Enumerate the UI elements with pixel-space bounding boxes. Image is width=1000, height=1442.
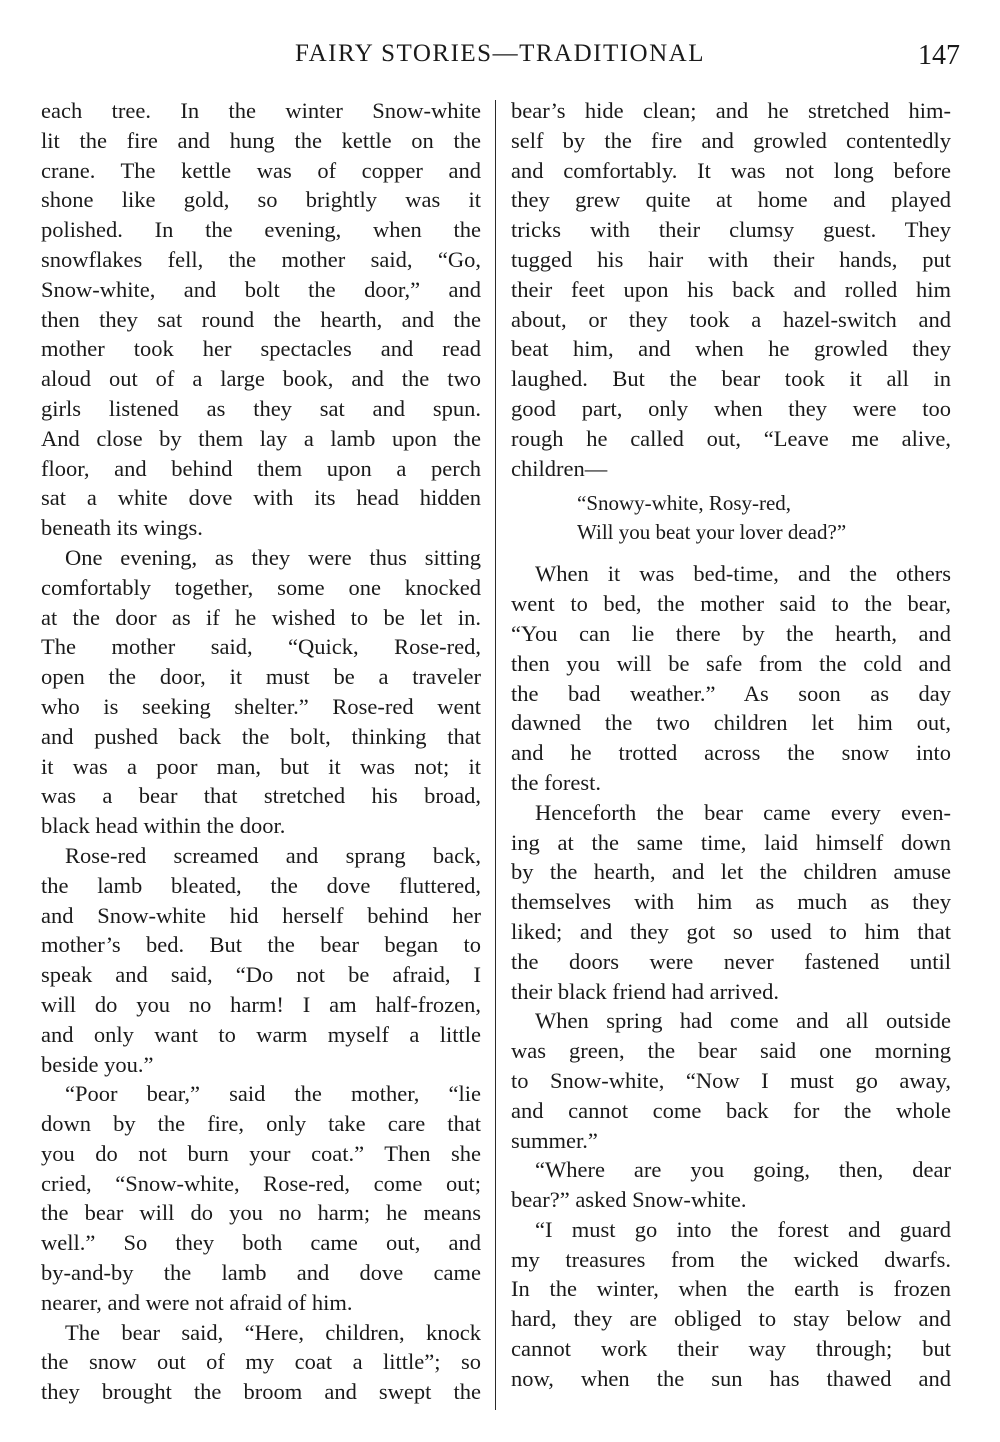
text-line: floor, and behind them upon a perch bbox=[41, 455, 481, 481]
text-line: crane. The kettle was of copper and bbox=[41, 157, 481, 183]
text-line: now, when the sun has thawed and bbox=[511, 1365, 951, 1391]
text-line: they grew quite at home and played bbox=[511, 187, 951, 213]
text-line: snowflakes fell, the mother said, “Go, bbox=[41, 246, 481, 272]
text-line: each tree. In the winter Snow-white bbox=[41, 98, 481, 123]
text-line: comfortably together, some one knocked bbox=[41, 574, 481, 600]
paragraph bbox=[41, 543, 481, 841]
running-title: FAIRY STORIES—TRADITIONAL bbox=[295, 40, 705, 67]
paragraph bbox=[511, 1215, 951, 1394]
text-line: “You can lie there by the hearth, and bbox=[511, 620, 951, 646]
text-line: and cannot come back for the whole bbox=[511, 1097, 951, 1123]
text-line: bear’s hide clean; and he stretched him- bbox=[511, 98, 951, 123]
text-line: rough he called out, “Leave me alive, bbox=[511, 425, 951, 451]
paragraph bbox=[511, 96, 951, 483]
text-line: then they sat round the hearth, and the bbox=[41, 306, 481, 332]
text-line: the forest. bbox=[511, 769, 601, 795]
text-line: ing at the same time, laid himself down bbox=[511, 829, 951, 855]
text-line: And close by them lay a lamb upon the bbox=[41, 425, 481, 451]
text-line: summer.” bbox=[511, 1127, 598, 1153]
paragraph bbox=[511, 559, 951, 797]
text-line: and only want to warm myself a little bbox=[41, 1021, 481, 1047]
paragraph bbox=[41, 841, 481, 1079]
text-line: will do you no harm! I am half-frozen, bbox=[41, 991, 481, 1017]
text-line: The bear said, “Here, children, knock bbox=[65, 1319, 481, 1345]
text-line: mother took her spectacles and read bbox=[41, 336, 481, 362]
paragraph bbox=[511, 798, 951, 1007]
text-line: laughed. But the bear took it all in bbox=[511, 366, 951, 392]
text-line: dawned the two children let him out, bbox=[511, 710, 951, 736]
text-line: polished. In the evening, when the bbox=[41, 217, 481, 243]
text-line: self by the fire and growled contentedly bbox=[511, 127, 951, 153]
text-line: beside you.” bbox=[41, 1051, 154, 1077]
text-line: cannot work their way through; but bbox=[511, 1336, 951, 1362]
running-head bbox=[40, 40, 960, 80]
text-line: you do not burn your coat.” Then she bbox=[41, 1140, 481, 1166]
text-line: who is seeking shelter.” Rose-red went bbox=[41, 693, 481, 719]
text-line: good part, only when they were too bbox=[511, 395, 951, 421]
text-line: and pushed back the bolt, thinking that bbox=[41, 723, 481, 749]
text-line: hard, they are obliged to stay below and bbox=[511, 1306, 951, 1332]
paragraph bbox=[41, 1079, 481, 1317]
text-line: was a bear that stretched his broad, bbox=[41, 783, 481, 809]
text-line: speak and said, “Do not be afraid, I bbox=[41, 962, 481, 988]
text-line: When it was bed-time, and the others bbox=[535, 561, 951, 587]
text-line: “Where are you going, then, dear bbox=[535, 1157, 951, 1183]
text-line: open the door, it must be a traveler bbox=[41, 664, 481, 690]
text-line: the bad weather.” As soon as day bbox=[511, 680, 951, 706]
text-line: mother’s bed. But the bear began to bbox=[41, 932, 481, 958]
text-line: sat a white dove with its head hidden bbox=[41, 485, 481, 511]
verse-line: Will you beat your lover dead?” bbox=[577, 520, 847, 545]
text-line: Snow-white, and bolt the door,” and bbox=[41, 276, 481, 302]
text-line: they brought the broom and swept the bbox=[41, 1379, 481, 1405]
paragraph bbox=[511, 1155, 951, 1215]
text-line: by the hearth, and let the children amuse bbox=[511, 859, 951, 885]
text-line: was green, the bear said one morning bbox=[511, 1038, 951, 1064]
text-line: the doors were never fastened until bbox=[511, 948, 951, 974]
text-line: In the winter, when the earth is frozen bbox=[511, 1276, 951, 1302]
paragraph bbox=[41, 96, 481, 543]
text-line: Rose-red screamed and sprang back, bbox=[65, 842, 481, 868]
text-line: at the door as if he wished to be let in. bbox=[41, 604, 481, 630]
text-line: aloud out of a large book, and the two bbox=[41, 366, 481, 392]
text-line: then you will be safe from the cold and bbox=[511, 650, 951, 676]
text-line: girls listened as they sat and spun. bbox=[41, 395, 481, 421]
text-line: black head within the door. bbox=[41, 813, 286, 839]
text-line: went to bed, the mother said to the bear, bbox=[511, 591, 951, 617]
text-line: “Poor bear,” said the mother, “lie bbox=[65, 1081, 481, 1107]
text-line: Henceforth the bear came every even- bbox=[535, 799, 951, 825]
left-column bbox=[41, 96, 481, 1407]
text-line: their black friend had arrived. bbox=[511, 978, 780, 1004]
text-line: the snow out of my coat a little”; so bbox=[41, 1349, 481, 1375]
page-number: 147 bbox=[918, 40, 960, 71]
text-line: about, or they took a hazel-switch and bbox=[511, 306, 951, 332]
paragraph bbox=[41, 1318, 481, 1407]
text-line: the lamb bleated, the dove fluttered, bbox=[41, 872, 481, 898]
text-line: down by the fire, only take care that bbox=[41, 1111, 481, 1137]
text-line: the bear will do you no harm; he means bbox=[41, 1200, 481, 1226]
text-line: The mother said, “Quick, Rose-red, bbox=[41, 634, 481, 660]
text-line: bear?” asked Snow-white. bbox=[511, 1187, 747, 1213]
text-line: beat him, and when he growled they bbox=[511, 336, 951, 362]
column-divider bbox=[495, 100, 496, 1410]
text-line: and Snow-white hid herself behind her bbox=[41, 902, 481, 928]
text-line: nearer, and were not afraid of him. bbox=[41, 1289, 353, 1315]
text-line: liked; and they got so used to him that bbox=[511, 918, 951, 944]
text-line: tugged his hair with their hands, put bbox=[511, 246, 951, 272]
text-line: to Snow-white, “Now I must go away, bbox=[511, 1067, 951, 1093]
text-line: When spring had come and all outside bbox=[535, 1008, 951, 1034]
text-line: it was a poor man, but it was not; it bbox=[41, 753, 481, 779]
paragraph bbox=[511, 1006, 951, 1155]
verse bbox=[577, 489, 951, 547]
text-line: well.” So they both came out, and bbox=[41, 1230, 481, 1256]
text-line: lit the fire and hung the kettle on the bbox=[41, 127, 481, 153]
text-line: “I must go into the forest and guard bbox=[535, 1216, 951, 1242]
text-line: by-and-by the lamb and dove came bbox=[41, 1260, 481, 1286]
text-line: and he trotted across the snow into bbox=[511, 740, 951, 766]
text-line: and comfortably. It was not long before bbox=[511, 157, 951, 183]
text-line: themselves with him as much as they bbox=[511, 889, 951, 915]
text-line: cried, “Snow-white, Rose-red, come out; bbox=[41, 1170, 481, 1196]
text-line: children— bbox=[511, 455, 608, 481]
text-line: their feet upon his back and rolled him bbox=[511, 276, 951, 302]
right-column bbox=[511, 96, 951, 1394]
text-line: tricks with their clumsy guest. They bbox=[511, 217, 951, 243]
text-line: my treasures from the wicked dwarfs. bbox=[511, 1246, 951, 1272]
verse-line: “Snowy-white, Rosy-red, bbox=[577, 491, 792, 516]
text-line: One evening, as they were thus sitting bbox=[65, 544, 481, 570]
text-line: beneath its wings. bbox=[41, 515, 203, 541]
text-line: shone like gold, so brightly was it bbox=[41, 187, 481, 213]
